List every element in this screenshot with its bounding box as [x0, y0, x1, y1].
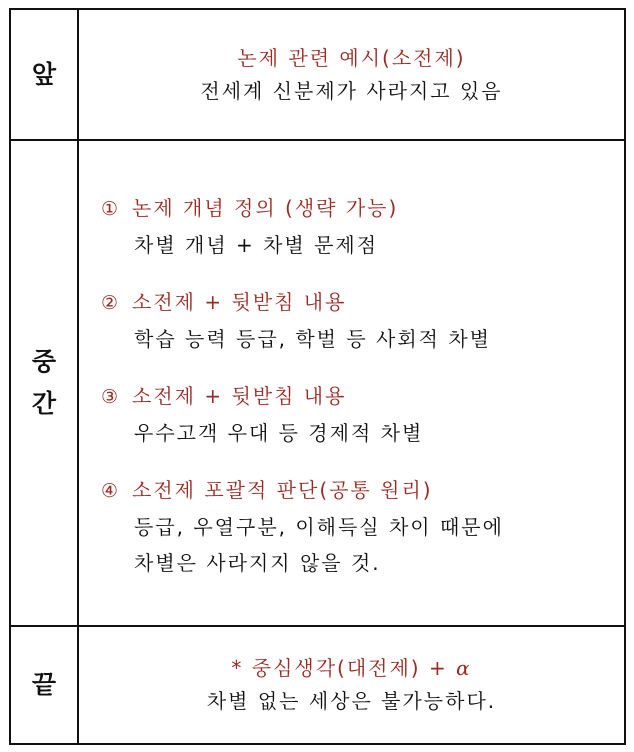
end-content: [78, 626, 625, 744]
step-3-body: 우수고객 우대 등 경제적 차별: [134, 420, 424, 445]
middle-steps: [79, 186, 624, 581]
step-4-body-line-1: 등급, 우열구분, 이해득실 차이 때문에: [134, 514, 504, 539]
step-2-body: 학습 능력 등급, 학벌 등 사회적 차별: [134, 326, 491, 351]
middle-step-1: [101, 190, 624, 263]
step-1-number: ①: [101, 197, 121, 220]
front-description: 전세계 신분제가 사라지고 있음: [200, 78, 503, 103]
step-2-number: ②: [101, 291, 121, 314]
front-row: [10, 9, 625, 140]
step-2-heading: 소전제 + 뒷받침 내용: [132, 289, 347, 314]
step-4-body-line-2: 차별은 사라지지 않을 것.: [134, 550, 381, 575]
front-label: 앞: [10, 9, 78, 140]
step-4-number: ④: [101, 479, 121, 502]
step-1-body: 차별 개념 + 차별 문제점: [134, 232, 379, 257]
step-3-heading: 소전제 + 뒷받침 내용: [132, 383, 347, 408]
middle-content: [78, 140, 625, 626]
middle-label-char-2: 간: [31, 389, 57, 418]
end-label: 끝: [10, 626, 78, 744]
middle-step-4: [101, 472, 624, 581]
end-central-idea: [79, 652, 624, 685]
step-3-number: ③: [101, 385, 121, 408]
essay-outline-table: [9, 8, 626, 745]
middle-row: [10, 140, 625, 626]
end-row: [10, 626, 625, 744]
step-4-heading: 소전제 포괄적 판단(공통 원리): [132, 477, 433, 502]
middle-label-char-1: 중: [31, 347, 57, 376]
middle-label: [10, 140, 78, 626]
middle-step-2: [101, 284, 624, 357]
middle-step-3: [101, 378, 624, 451]
step-1-heading: 논제 개념 정의 (생략 가능): [132, 195, 399, 220]
front-topic-example: 논제 관련 예시(소전제): [237, 45, 466, 70]
end-conclusion: 차별 없는 세상은 불가능하다.: [206, 689, 497, 713]
front-content: [78, 9, 625, 140]
alpha-symbol: α: [456, 656, 472, 680]
end-central-idea-text: * 중심생각(대전제) +: [231, 656, 457, 680]
